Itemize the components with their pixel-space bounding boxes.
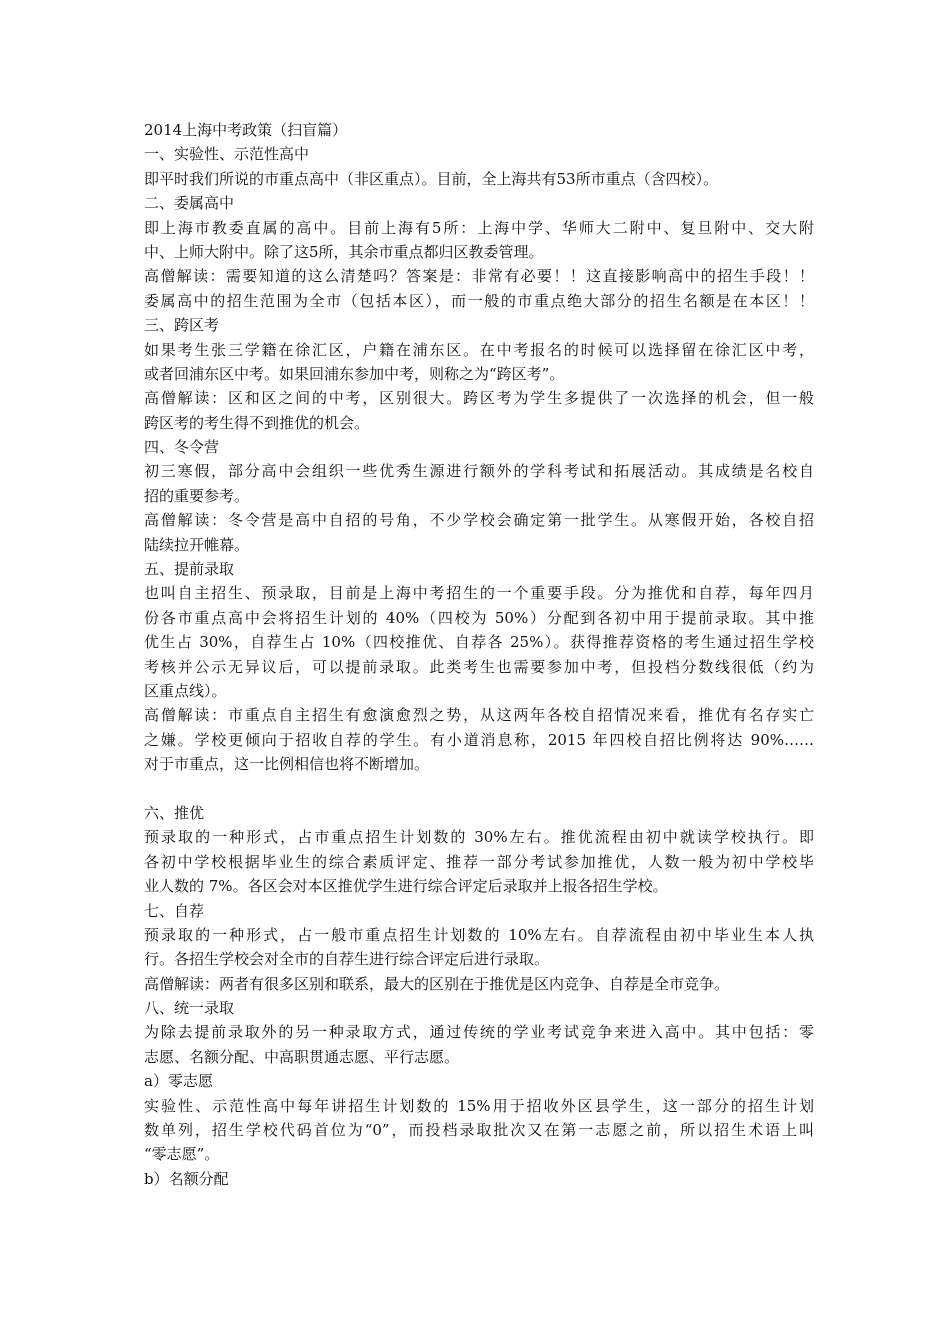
text-line: 份各市重点高中会将招生计划的 40%（四校为 50%）分配到各初中用于提前录取。其中推 — [144, 608, 814, 627]
text-line: 对于市重点，这一比例相信也将不断增加。 — [144, 755, 430, 774]
text-line: “零志愿”。 — [144, 1145, 220, 1164]
text-line: 五、提前录取 — [144, 560, 235, 579]
text-line: 业人数的 7%。各区会对本区推优学生进行综合评定后录取并上报各招生学校。 — [144, 877, 668, 896]
text-line: 二、委属高中 — [144, 194, 235, 213]
text-line: 也叫自主招生、预录取，目前是上海中考招生的一个重要手段。分为推优和自荐，每年四月 — [144, 584, 814, 603]
text-line: 志愿、名额分配、中高职贯通志愿、平行志愿。 — [144, 1047, 460, 1066]
text-line: 高僧解读：市重点自主招生有愈演愈烈之势，从这两年各校自招情况来看，推优有名存实亡 — [144, 706, 814, 725]
text-line: 高僧解读：需要知道的这么清楚吗？答案是：非常有必要！！这直接影响高中的招生手段！！ — [144, 267, 814, 286]
text-line: 六、推优 — [144, 803, 205, 822]
text-line: 实验性、示范性高中每年讲招生计划数的 15%用于招收外区县学生，这一部分的招生计划 — [144, 1096, 814, 1115]
text-line: 招的重要参考。 — [144, 486, 250, 505]
text-line: 预录取的一种形式，占市重点招生计划数的 30%左右。推优流程由初中就读学校执行。即 — [144, 828, 814, 847]
text-line: 即平时我们所说的市重点高中（非区重点）。目前，全上海共有53所市重点（含四校）。 — [144, 169, 719, 188]
text-line: 初三寒假，部分高中会组织一些优秀生源进行额外的学科考试和拓展活动。其成绩是名校自 — [144, 462, 814, 481]
text-line: 高僧解读：冬令营是高中自招的号角，不少学校会确定第一批学生。从寒假开始，各校自招 — [144, 511, 814, 530]
text-line: 各初中学校根据毕业生的综合素质评定、推荐一部分考试参加推优，人数一般为初中学校毕 — [144, 852, 814, 871]
text-line: 即上海市教委直属的高中。目前上海有5所：上海中学、华师大二附中、复旦附中、交大附 — [144, 218, 814, 237]
text-line: 数单列，招生学校代码首位为“0”，而投档录取批次又在第一志愿之前，所以招生术语上叫 — [144, 1121, 814, 1140]
text-line: 之嫌。学校更倾向于招收自荐的学生。有小道消息称，2015 年四校自招比例将达 90%…… — [144, 730, 814, 749]
text-line: 如果考生张三学籍在徐汇区，户籍在浦东区。在中考报名的时候可以选择留在徐汇区中考， — [144, 340, 814, 359]
text-line: 陆续拉开帷幕。 — [144, 535, 250, 554]
text-line: 预录取的一种形式，占一般市重点招生计划数的 10%左右。自荐流程由初中毕业生本人执 — [144, 925, 814, 944]
text-line: 三、跨区考 — [144, 316, 220, 335]
blank-line — [144, 777, 814, 801]
text-line: 为除去提前录取外的另一种录取方式，通过传统的学业考试竞争来进入高中。其中包括：零 — [144, 1023, 814, 1042]
text-line: 七、自荐 — [144, 901, 205, 920]
text-line: 2014上海中考政策（扫盲篇） — [144, 121, 348, 139]
text-line: 四、冬令营 — [144, 438, 220, 457]
text-line: 区重点线）。 — [144, 681, 227, 700]
text-line: 考核并公示无异议后，可以提前录取。此类考生也需要参加中考，但投档分数线很低（约为 — [144, 657, 814, 676]
text-line: 或者回浦东区中考。如果回浦东参加中考，则称之为“跨区考”。 — [144, 364, 565, 383]
text-line: b）名额分配 — [144, 1169, 229, 1188]
text-line: 行。各招生学校会对全市的自荐生进行综合评定后进行录取。 — [144, 950, 550, 969]
text-line: 高僧解读：两者有很多区别和联系，最大的区别在于推优是区内竞争、自荐是全市竞争。 — [144, 974, 730, 993]
text-line: 委属高中的招生范围为全市（包括本区），而一般的市重点绝大部分的招生名额是在本区！！ — [144, 291, 814, 310]
document-body — [144, 118, 814, 1191]
text-line: 中、上师大附中。除了这5所，其余市重点都归区教委管理。 — [144, 242, 544, 261]
text-line: 跨区考的考生得不到推优的机会。 — [144, 413, 370, 432]
text-line: 优生占 30%，自荐生占 10%（四校推优、自荐各 25%）。获得推荐资格的考生通过招生学校 — [144, 633, 814, 652]
text-line: 一、实验性、示范性高中 — [144, 145, 310, 164]
text-line: a）零志愿 — [144, 1072, 213, 1091]
text-line: 八、统一录取 — [144, 999, 235, 1018]
text-line: 高僧解读：区和区之间的中考，区别很大。跨区考为学生多提供了一次选择的机会，但一般 — [144, 389, 814, 408]
